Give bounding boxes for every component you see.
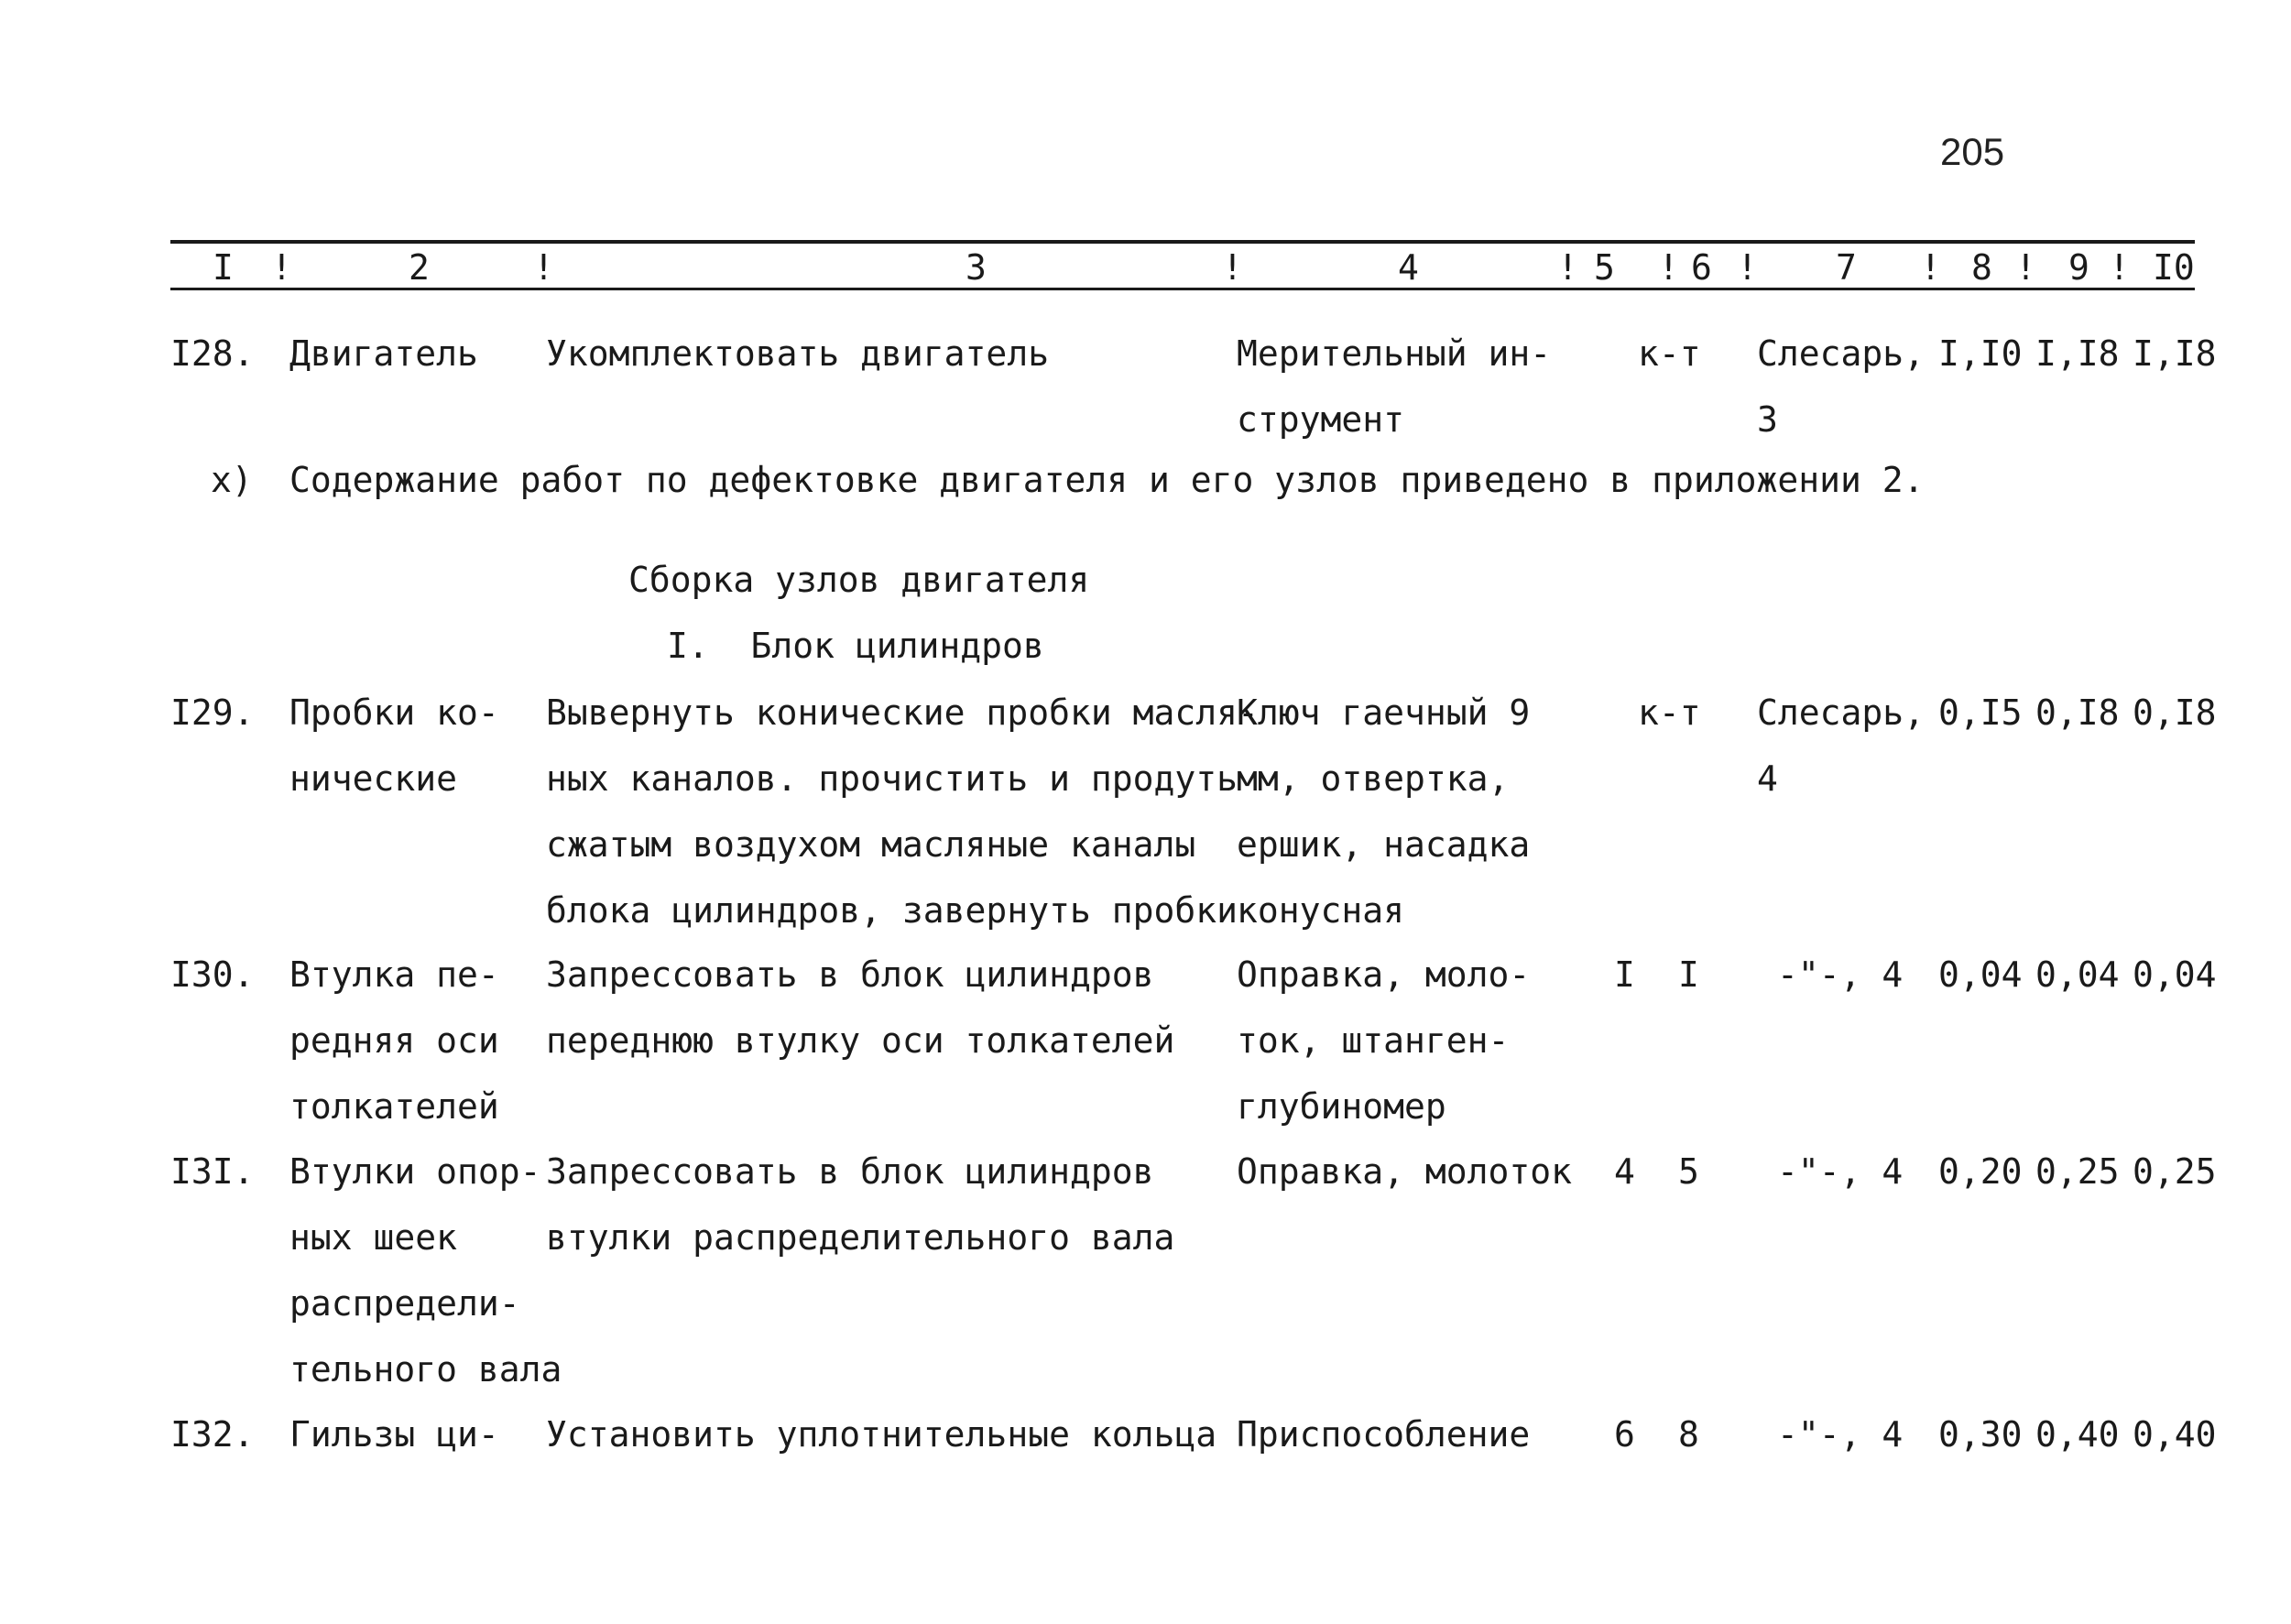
col-10-value: 0,04	[2133, 954, 2217, 995]
tools: Приспособление	[1237, 1414, 1531, 1455]
operation: Запрессовать в блок цилиндров втулки распределительного вала	[546, 1151, 1175, 1258]
header-col-1: I	[213, 247, 234, 288]
part-name: Втулки опор- ных шеек распредели- тельного вала	[289, 1151, 562, 1390]
tools: Ключ гаечный 9 мм, отвертка, ершик, насадка конусная	[1237, 692, 1531, 931]
header-sep: !	[1737, 247, 1758, 288]
operation: Запрессовать в блок цилиндров переднюю втулку оси толкателей	[546, 954, 1175, 1061]
col-8-value: 0,I5	[1938, 692, 2023, 733]
col-10-value: I,I8	[2133, 333, 2217, 374]
col-10-value: 0,I8	[2133, 692, 2217, 733]
row-number: I28.	[170, 333, 255, 374]
operation: Укомплектовать двигатель	[546, 333, 1050, 374]
header-col-2: 2	[409, 247, 430, 288]
row-number: I3I.	[170, 1151, 255, 1192]
worker: -"-, 4	[1777, 954, 1904, 995]
tools: Оправка, молоток	[1237, 1151, 1573, 1192]
worker: -"-, 4	[1777, 1414, 1904, 1455]
worker: Слесарь, 4	[1757, 692, 1926, 799]
header-col-5: 5	[1594, 247, 1615, 288]
col-5-value: к-т	[1638, 333, 1701, 374]
col-8-value: 0,04	[1938, 954, 2023, 995]
header-sep: !	[1557, 247, 1578, 288]
header-sep: !	[2109, 247, 2130, 288]
table-header-top-rule	[170, 240, 2195, 244]
header-col-3: 3	[965, 247, 987, 288]
operation: Вывернуть конические пробки масля- ных каналов. прочистить и продуть сжатым воздухом масляные каналы блока цилиндров, завернуть пробки	[546, 692, 1259, 931]
row-number: I32.	[170, 1414, 255, 1455]
col-8-value: I,I0	[1938, 333, 2023, 374]
header-sep: !	[533, 247, 554, 288]
header-sep: !	[1920, 247, 1941, 288]
part-name: Втулка пе- редняя оси толкателей	[289, 954, 499, 1127]
col-9-value: 0,04	[2035, 954, 2120, 995]
page-number: 205	[1940, 130, 2005, 173]
header-col-9: 9	[2068, 247, 2089, 288]
table-header-bottom-rule	[170, 288, 2195, 290]
header-sep: !	[1658, 247, 1679, 288]
footnote-text: Содержание работ по дефектовке двигателя и его узлов приведено в приложении 2.	[289, 460, 1925, 500]
col-6-value: 5	[1678, 1151, 1699, 1192]
worker: -"-, 4	[1777, 1151, 1904, 1192]
header-col-7: 7	[1836, 247, 1857, 288]
header-col-4: 4	[1398, 247, 1419, 288]
worker: Слесарь, 3	[1757, 333, 1926, 440]
col-9-value: 0,I8	[2035, 692, 2120, 733]
col-6-value: 8	[1678, 1414, 1699, 1455]
col-10-value: 0,25	[2133, 1151, 2217, 1192]
header-col-10: I0	[2153, 247, 2195, 288]
header-sep: !	[2015, 247, 2036, 288]
row-number: I29.	[170, 692, 255, 733]
header-col-8: 8	[1971, 247, 1992, 288]
col-10-value: 0,40	[2133, 1414, 2217, 1455]
header-col-6: 6	[1691, 247, 1712, 288]
footnote-marker: х)	[211, 460, 253, 500]
part-name: Пробки ко- нические	[289, 692, 499, 799]
col-5-value: I	[1614, 954, 1635, 995]
col-8-value: 0,20	[1938, 1151, 2023, 1192]
col-5-value: 4	[1614, 1151, 1635, 1192]
tools: Мерительный ин- струмент	[1237, 333, 1552, 440]
section-subtitle: I. Блок цилиндров	[667, 626, 1044, 666]
col-6-value: I	[1678, 954, 1699, 995]
col-5-value: к-т	[1638, 692, 1701, 733]
tools: Оправка, моло- ток, штанген- глубиномер	[1237, 954, 1531, 1127]
section-title: Сборка узлов двигателя	[628, 560, 1090, 600]
row-number: I30.	[170, 954, 255, 995]
col-5-value: 6	[1614, 1414, 1635, 1455]
col-8-value: 0,30	[1938, 1414, 2023, 1455]
col-9-value: 0,25	[2035, 1151, 2120, 1192]
part-name: Гильзы ци-	[289, 1414, 499, 1455]
col-9-value: 0,40	[2035, 1414, 2120, 1455]
operation: Установить уплотнительные кольца	[546, 1414, 1217, 1455]
header-sep: !	[271, 247, 292, 288]
header-sep: !	[1222, 247, 1243, 288]
col-9-value: I,I8	[2035, 333, 2120, 374]
part-name: Двигатель	[289, 333, 478, 374]
